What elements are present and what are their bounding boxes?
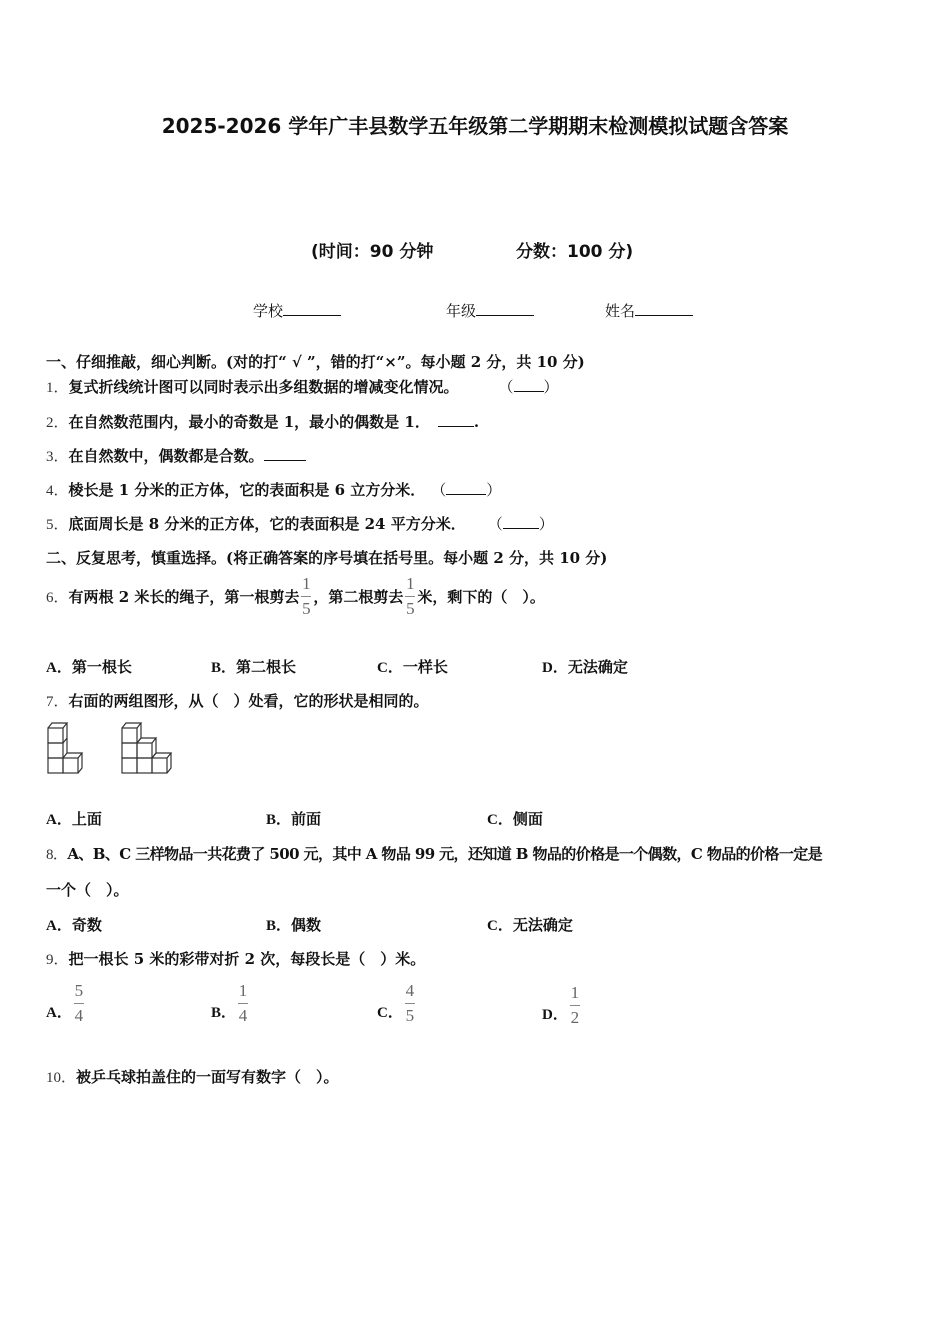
- answer-blank[interactable]: [514, 377, 544, 392]
- denominator: 5: [406, 598, 415, 618]
- answer-blank[interactable]: [503, 514, 539, 529]
- option-letter: A．: [46, 660, 72, 676]
- question-number: 10．: [46, 1070, 77, 1086]
- denominator: 5: [302, 598, 311, 618]
- question-1: [46, 376, 559, 397]
- question-4: [46, 479, 501, 500]
- numerator: 1: [238, 981, 248, 1000]
- numerator: 1: [570, 983, 580, 1002]
- q7-option-c[interactable]: [487, 808, 543, 829]
- question-text: 在自然数中，偶数都是合数。: [68, 447, 264, 465]
- question-text: ，第二根剪去: [313, 587, 404, 606]
- denominator: 4: [238, 1006, 248, 1025]
- exam-time: (时间：90 分钟: [311, 242, 434, 262]
- period: .: [473, 413, 480, 431]
- q6-option-c[interactable]: [377, 656, 448, 677]
- option-text: 上面: [71, 810, 102, 828]
- fraction-five-fourths: [74, 982, 84, 1025]
- option-letter: C．: [487, 812, 513, 828]
- question-6: [46, 572, 545, 620]
- q8-option-c[interactable]: [487, 914, 573, 935]
- option-letter: D．: [542, 1007, 568, 1023]
- option-letter: B．: [266, 812, 292, 828]
- grade-blank[interactable]: [476, 301, 534, 316]
- question-8-cont: 一个（ ）。: [46, 881, 129, 899]
- denominator: 4: [74, 1006, 84, 1025]
- option-letter: C．: [377, 660, 403, 676]
- question-text: 在自然数范围内，最小的奇数是 1，最小的偶数是 1．: [68, 413, 430, 431]
- fraction-one-fifth: [301, 575, 311, 618]
- option-text: 无法确定: [567, 658, 628, 676]
- document-title: 2025-2026 学年广丰县数学五年级第二学期期末检测模拟试题含答案: [161, 114, 789, 138]
- question-number: 4．: [46, 483, 69, 499]
- option-text: 一样长: [402, 658, 448, 676]
- paren-open: （: [498, 378, 514, 396]
- grade-field[interactable]: [446, 300, 534, 321]
- question-number: 9．: [46, 952, 69, 968]
- option-letter: D．: [542, 660, 568, 676]
- q9-option-d[interactable]: [542, 984, 582, 1027]
- numerator: 4: [405, 981, 415, 1000]
- numerator: 5: [74, 981, 84, 1000]
- question-text: 有两根 2 米长的绳子，第一根剪去: [68, 587, 300, 606]
- fraction-four-fifths: [405, 982, 415, 1025]
- fraction-one-fifth: [405, 575, 415, 618]
- q7-option-b[interactable]: [266, 808, 321, 829]
- option-letter: C．: [487, 918, 513, 934]
- option-letter: B．: [211, 660, 237, 676]
- name-blank[interactable]: [635, 301, 693, 316]
- numerator: 1: [406, 573, 415, 593]
- question-number: 7．: [46, 694, 69, 710]
- exam-score: 分数：100 分): [516, 242, 634, 262]
- question-number: 8．: [46, 847, 68, 863]
- option-text: 第二根长: [236, 658, 297, 676]
- option-text: 奇数: [71, 916, 102, 934]
- option-text: 第一根长: [71, 658, 132, 676]
- option-text: 偶数: [291, 916, 322, 934]
- question-text: 右面的两组图形，从（ ）处看，它的形状是相同的。: [68, 692, 429, 710]
- question-text: 底面周长是 8 分米的正方体，它的表面积是 24 平方分米．: [68, 515, 466, 533]
- question-8: [46, 843, 822, 864]
- question-number: 2．: [46, 415, 69, 431]
- answer-blank[interactable]: [446, 480, 486, 495]
- denominator: 2: [570, 1008, 580, 1027]
- school-label: 学校: [253, 302, 284, 320]
- school-blank[interactable]: [283, 301, 341, 316]
- question-number: 3．: [46, 449, 69, 465]
- paren-open: （: [487, 515, 503, 533]
- question-5: [46, 513, 554, 534]
- q8-option-a[interactable]: [46, 914, 102, 935]
- paren-open: （: [431, 481, 447, 499]
- question-7: [46, 690, 429, 711]
- paren-close: ）: [486, 481, 502, 499]
- question-text: A、B、C 三样物品一共花费了 500 元，其中 A 物品 99 元，还知道 B 物品的价格是一个偶数，C 物品的价格一定是: [67, 845, 823, 863]
- option-letter: A．: [46, 918, 72, 934]
- question-number: 6．: [46, 589, 69, 606]
- q9-option-c[interactable]: [377, 982, 417, 1025]
- option-letter: B．: [211, 1005, 237, 1021]
- q7-option-a[interactable]: [46, 808, 102, 829]
- numerator: 1: [302, 573, 311, 593]
- q6-option-b[interactable]: [211, 656, 296, 677]
- question-3: [46, 445, 306, 466]
- question-2: [46, 411, 479, 432]
- school-field[interactable]: [253, 300, 341, 321]
- option-letter: B．: [266, 918, 292, 934]
- question-9: [46, 948, 425, 969]
- q9-option-a[interactable]: [46, 982, 86, 1025]
- q9-option-b[interactable]: [211, 982, 250, 1025]
- option-text: 前面: [291, 810, 322, 828]
- option-letter: A．: [46, 1005, 72, 1021]
- fraction-one-fourth: [238, 982, 248, 1025]
- fraction-one-half: [570, 984, 580, 1027]
- section1-heading: 一、仔细推敲，细心判断。(对的打“ √ ”，错的打“×”。每小题 2 分，共 10 分): [46, 353, 585, 371]
- option-letter: C．: [377, 1005, 403, 1021]
- question-number: 1．: [46, 380, 69, 396]
- option-text: 无法确定: [512, 916, 573, 934]
- answer-blank[interactable]: [264, 446, 306, 461]
- paren-close: ）: [538, 515, 554, 533]
- question-text: 被乒乓球拍盖住的一面写有数字（ ）。: [76, 1068, 339, 1086]
- cube-figures-image: [44, 720, 174, 778]
- q8-option-b[interactable]: [266, 914, 321, 935]
- question-text: 把一根长 5 米的彩带对折 2 次，每段长是（ ）米。: [68, 950, 426, 968]
- paren-close: ）: [543, 378, 559, 396]
- q6-option-d[interactable]: [542, 656, 628, 677]
- answer-blank[interactable]: [438, 412, 474, 427]
- question-text: 棱长是 1 分米的正方体，它的表面积是 6 立方分米．: [68, 481, 426, 499]
- section2-heading: 二、反复思考，慎重选择。(将正确答案的序号填在括号里。每小题 2 分，共 10 分): [46, 549, 608, 567]
- question-number: 5．: [46, 517, 69, 533]
- name-label: 姓名: [605, 302, 636, 320]
- question-text: 复式折线统计图可以同时表示出多组数据的增减变化情况。: [68, 378, 459, 396]
- name-field[interactable]: [605, 300, 693, 321]
- q6-option-a[interactable]: [46, 656, 132, 677]
- denominator: 5: [405, 1006, 415, 1025]
- option-text: 侧面: [512, 810, 543, 828]
- grade-label: 年级: [446, 302, 477, 320]
- option-letter: A．: [46, 812, 72, 828]
- question-10: [46, 1066, 339, 1087]
- question-text: 米，剩下的（ ）。: [417, 587, 545, 606]
